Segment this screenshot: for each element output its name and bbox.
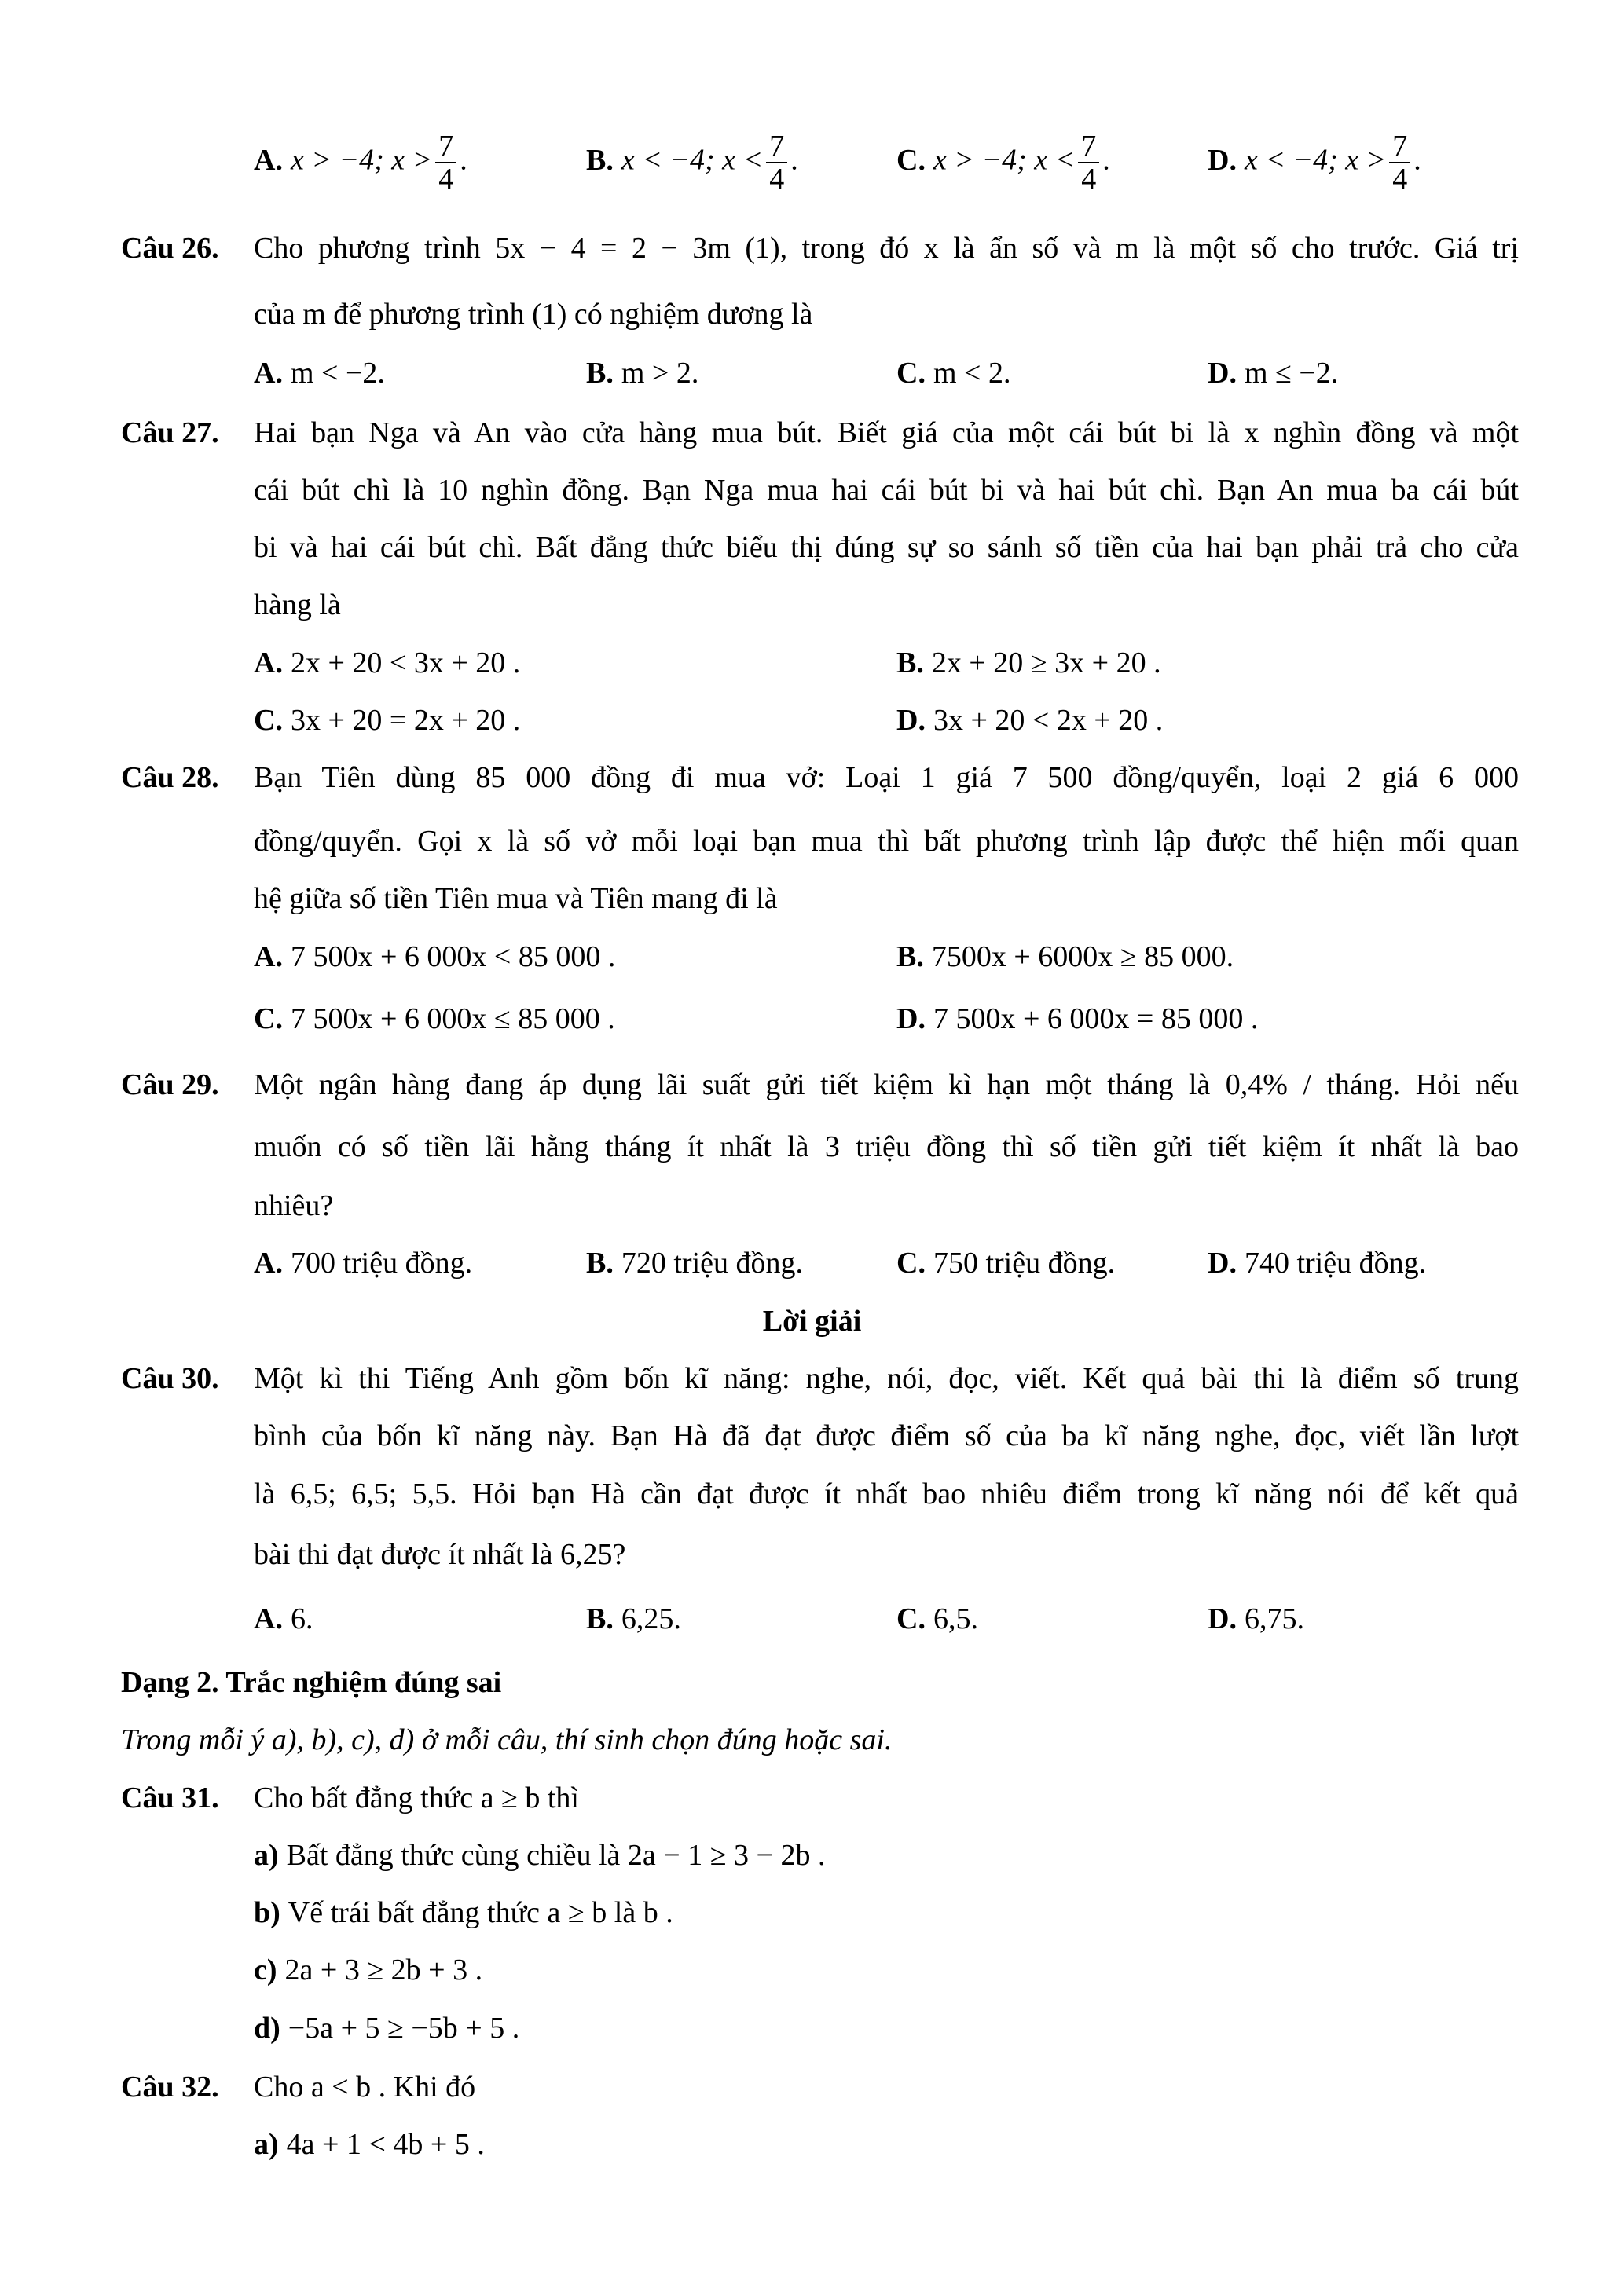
item-key: a) xyxy=(254,2128,279,2161)
item-text: 4a + 1 < 4b + 5 . xyxy=(286,2128,485,2161)
q26-line: của m để phương trình (1) có nghiệm dương là xyxy=(254,298,813,331)
item-text: 2a + 3 ≥ 2b + 3 . xyxy=(284,1954,483,1987)
q26-choice-c xyxy=(896,353,1010,393)
choice-key: D. xyxy=(1208,1247,1237,1280)
choice-text: 6,75. xyxy=(1244,1602,1304,1635)
q27-label: Câu 27. xyxy=(121,416,219,449)
choice-key: B. xyxy=(586,1247,614,1280)
q29-choice-c xyxy=(896,1243,1115,1283)
choice-key: A. xyxy=(254,940,283,973)
q30-line: bài thi đạt được ít nhất là 6,25? xyxy=(254,1538,626,1571)
q27-choice-c xyxy=(254,701,520,740)
numerator: 7 xyxy=(1389,130,1410,163)
q28-choice-a xyxy=(254,937,615,976)
item-key: c) xyxy=(254,1954,277,1987)
q26-line: Cho phương trình 5x − 4 = 2 − 3m (1), trong đó x là ẩn số và m là một số cho trước. Giá trị xyxy=(254,232,1519,265)
q30-line: Một kì thi Tiếng Anh gồm bốn kĩ năng: nghe, nói, đọc, viết. Kết quả bài thi là điểm số trung xyxy=(254,1362,1519,1395)
choice-text: 3x + 20 < 2x + 20 . xyxy=(933,704,1164,737)
q29-choice-d xyxy=(1208,1243,1426,1283)
q31-item-d xyxy=(254,2009,519,2048)
choice-text: 7 500x + 6 000x < 85 000 . xyxy=(290,940,616,973)
q27-choice-a xyxy=(254,643,520,683)
q31-item-c xyxy=(254,1950,482,1990)
choice-key: C. xyxy=(896,357,926,390)
q32-stem: Cho a < b . Khi đó xyxy=(254,2071,476,2104)
choice-key: D. xyxy=(896,1002,926,1035)
q26-choice-b xyxy=(586,353,698,393)
fraction xyxy=(1078,130,1099,195)
q29-line: muốn có số tiền lãi hằng tháng ít nhất là 3 triệu đồng thì số tiền gửi tiết kiệm ít nhất là bao xyxy=(254,1130,1519,1163)
choice-key: D. xyxy=(1208,357,1237,390)
q30-line: bình của bốn kĩ năng này. Bạn Hà đã đạt được điểm số của ba kĩ năng nghe, đọc, viết lần lượt xyxy=(254,1419,1519,1452)
choice-text: x > −4; x < xyxy=(933,143,1076,177)
choice-text: 7 500x + 6 000x = 85 000 . xyxy=(933,1002,1259,1035)
q28-choice-c xyxy=(254,999,615,1038)
choice-text: 740 triệu đồng. xyxy=(1244,1247,1427,1280)
q30-choice-a xyxy=(254,1599,313,1639)
choice-key: B. xyxy=(586,143,614,177)
q31-item-b xyxy=(254,1893,673,1932)
q27-line: cái bút chì là 10 nghìn đồng. Bạn Nga mua hai cái bút bi và hai bút chì. Bạn An mua ba cái bút xyxy=(254,474,1519,507)
q29-line: nhiêu? xyxy=(254,1189,334,1222)
q32-item-a xyxy=(254,2125,485,2164)
choice-text: 700 triệu đồng. xyxy=(290,1247,473,1280)
solution-heading: Lời giải xyxy=(762,1305,862,1338)
choice-key: A. xyxy=(254,143,283,177)
q26-label: Câu 26. xyxy=(121,232,219,265)
q27-choice-b xyxy=(896,643,1161,683)
q31-label: Câu 31. xyxy=(121,1782,219,1814)
denominator: 4 xyxy=(1392,163,1408,196)
q31-item-a xyxy=(254,1836,825,1875)
choice-key: A. xyxy=(254,1602,283,1635)
choice-key: A. xyxy=(254,646,283,679)
section-heading: Dạng 2. Trắc nghiệm đúng sai xyxy=(121,1666,502,1699)
q30-line: là 6,5; 6,5; 5,5. Hỏi bạn Hà cần đạt được ít nhất bao nhiêu điểm trong kĩ năng nói để kết quả xyxy=(254,1478,1519,1511)
q28-line: đồng/quyển. Gọi x là số vở mỗi loại bạn mua thì bất phương trình lập được thể hiện mối quan xyxy=(254,825,1519,858)
denominator: 4 xyxy=(438,163,454,196)
choice-key: B. xyxy=(586,357,614,390)
q31-stem: Cho bất đẳng thức a ≥ b thì xyxy=(254,1782,579,1814)
choice-text: 2x + 20 < 3x + 20 . xyxy=(290,646,521,679)
q30-label: Câu 30. xyxy=(121,1362,219,1395)
q30-choice-d xyxy=(1208,1599,1304,1639)
choice-key: C. xyxy=(896,143,926,177)
choice-key: C. xyxy=(896,1247,926,1280)
choice-text: x < −4; x > xyxy=(1244,143,1387,177)
q32-label: Câu 32. xyxy=(121,2071,219,2104)
numerator: 7 xyxy=(1078,130,1099,163)
q27-line: Hai bạn Nga và An vào cửa hàng mua bút. Biết giá của một cái bút bi là x nghìn đồng và một xyxy=(254,416,1519,449)
q25-choice-a: A. x > −4; x > $\frac{7}{4}$ . xyxy=(254,130,467,196)
q28-line: hệ giữa số tiền Tiên mua và Tiên mang đi là xyxy=(254,882,778,915)
item-key: b) xyxy=(254,1896,280,1929)
numerator: 7 xyxy=(766,130,787,163)
choice-key: D. xyxy=(896,704,926,737)
fraction xyxy=(435,130,456,195)
choice-text: 7500x + 6000x ≥ 85 000. xyxy=(931,940,1234,973)
section-instruction: Trong mỗi ý a), b), c), d) ở mỗi câu, thí sinh chọn đúng hoặc sai. xyxy=(121,1723,893,1756)
choice-key: B. xyxy=(896,646,924,679)
q25-choice-c: C. x > −4; x < $\frac{7}{4}$ . xyxy=(896,130,1110,196)
item-key: a) xyxy=(254,1839,279,1872)
choice-key: C. xyxy=(254,1002,283,1035)
item-key: d) xyxy=(254,2012,280,2045)
choice-text: 3x + 20 = 2x + 20 . xyxy=(290,704,521,737)
choice-text: 6,25. xyxy=(621,1602,681,1635)
q27-line: hàng là xyxy=(254,588,341,621)
denominator: 4 xyxy=(769,163,785,196)
choice-text: m < 2. xyxy=(933,357,1011,390)
choice-text: m < −2. xyxy=(290,357,385,390)
choice-key: C. xyxy=(896,1602,926,1635)
item-text: Bất đẳng thức cùng chiều là 2a − 1 ≥ 3 − 2b . xyxy=(286,1839,826,1872)
q29-label: Câu 29. xyxy=(121,1068,219,1101)
choice-text: 750 triệu đồng. xyxy=(933,1247,1116,1280)
choice-text: x > −4; x > xyxy=(290,143,433,177)
numerator: 7 xyxy=(435,130,456,163)
choice-key: B. xyxy=(896,940,924,973)
q30-choice-b xyxy=(586,1599,681,1639)
item-text: −5a + 5 ≥ −5b + 5 . xyxy=(288,2012,520,2045)
q26-choice-d xyxy=(1208,353,1338,393)
choice-text: m ≤ −2. xyxy=(1244,357,1339,390)
q27-line: bi và hai cái bút chì. Bất đẳng thức biểu thị đúng sự so sánh số tiền của hai bạn phải trả cho cửa xyxy=(254,531,1519,564)
q28-label: Câu 28. xyxy=(121,761,219,794)
q26-choice-a xyxy=(254,353,385,393)
choice-text: 6. xyxy=(290,1602,313,1635)
q28-choice-d xyxy=(896,999,1258,1038)
choice-key: A. xyxy=(254,1247,283,1280)
choice-key: A. xyxy=(254,357,283,390)
denominator: 4 xyxy=(1081,163,1097,196)
q27-choice-d xyxy=(896,701,1163,740)
q29-choice-a xyxy=(254,1243,472,1283)
fraction xyxy=(1389,130,1410,195)
choice-key: D. xyxy=(1208,1602,1237,1635)
choice-text: 6,5. xyxy=(933,1602,978,1635)
choice-text: 2x + 20 ≥ 3x + 20 . xyxy=(931,646,1161,679)
q28-line: Bạn Tiên dùng 85 000 đồng đi mua vở: Loại 1 giá 7 500 đồng/quyển, loại 2 giá 6 000 xyxy=(254,761,1519,794)
q29-line: Một ngân hàng đang áp dụng lãi suất gửi tiết kiệm kì hạn một tháng là 0,4% / tháng. Hỏi nếu xyxy=(254,1068,1519,1101)
fraction xyxy=(766,130,787,195)
choice-text: m > 2. xyxy=(621,357,699,390)
choice-text: 720 triệu đồng. xyxy=(621,1247,803,1280)
q29-choice-b xyxy=(586,1243,803,1283)
choice-text: x < −4; x < xyxy=(621,143,764,177)
q28-choice-b xyxy=(896,937,1234,976)
q30-choice-c xyxy=(896,1599,978,1639)
choice-text: 7 500x + 6 000x ≤ 85 000 . xyxy=(290,1002,615,1035)
choice-key: D. xyxy=(1208,143,1237,177)
item-text: Vế trái bất đẳng thức a ≥ b là b . xyxy=(288,1896,673,1929)
choice-key: B. xyxy=(586,1602,614,1635)
q25-choice-b: B. x < −4; x < $\frac{7}{4}$ . xyxy=(586,130,798,196)
q25-choice-d: D. x < −4; x > $\frac{7}{4}$ . xyxy=(1208,130,1421,196)
choice-key: C. xyxy=(254,704,283,737)
